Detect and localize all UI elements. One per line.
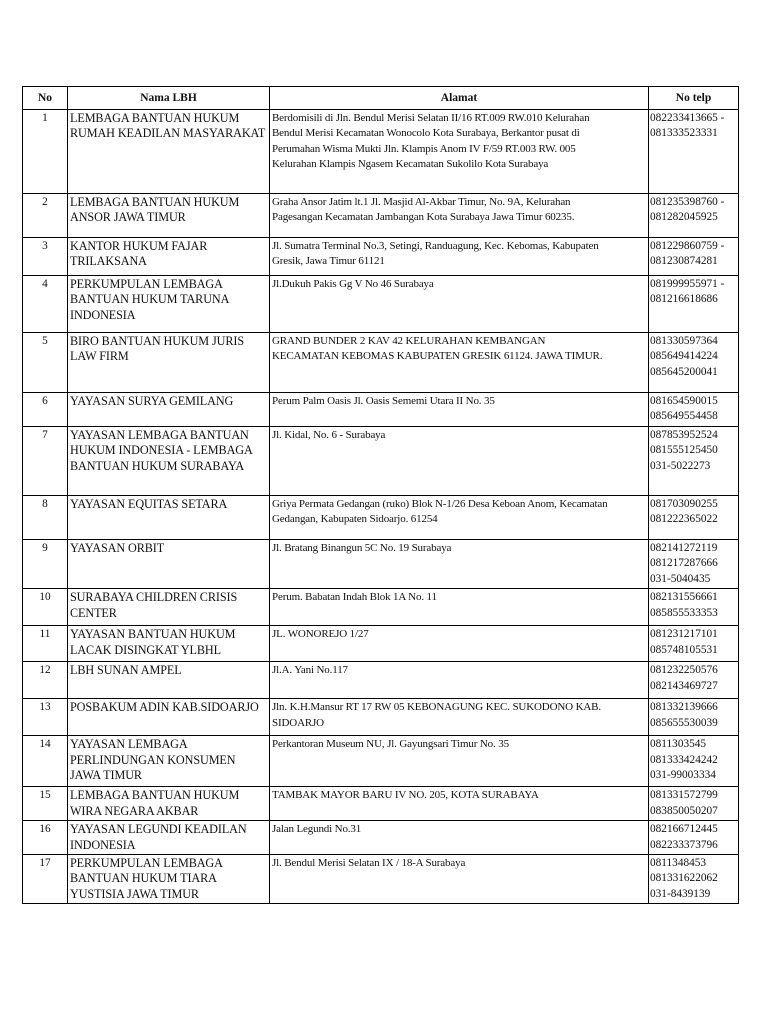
cell-no-telp-line: 081282045925 [650, 211, 718, 224]
cell-no-telp [649, 238, 739, 276]
cell-no-telp-line: 081217287666 [650, 557, 718, 570]
cell-nama-lbh [68, 736, 270, 787]
cell-alamat [270, 589, 649, 626]
cell-alamat-line: Perumahan Wisma Mukti Jln. Klampis Anom IV F/59 RT.003 RW. 005 [272, 142, 576, 155]
cell-no: 15 [23, 787, 68, 821]
cell-no-telp-line: 031-99003334 [650, 769, 716, 782]
cell-alamat-line: Griya Permata Gedangan (ruko) Blok N-1/26 Desa Keboan Anom, Kecamatan [272, 498, 608, 510]
cell-no-telp-line: 081331572799 [650, 789, 718, 802]
cell-nama-lbh-line: YAYASAN LEGUNDI KEADILAN [70, 822, 247, 837]
cell-no-telp-line: 081222365022 [650, 513, 718, 526]
table-row [23, 699, 739, 736]
cell-no-telp [649, 787, 739, 821]
cell-no: 11 [23, 626, 68, 662]
cell-nama-lbh-line: YAYASAN BANTUAN HUKUM [70, 627, 236, 642]
cell-no-telp-line: 087853952524 [650, 429, 718, 441]
cell-nama-lbh-line: INDONESIA [70, 307, 136, 322]
cell-alamat-line: Jl. Bratang Binangun 5C No. 19 Surabaya [272, 542, 452, 554]
table-row [23, 333, 739, 393]
cell-alamat-line: SIDOARJO [272, 716, 324, 729]
cell-alamat-line: Gedangan, Kabupaten Sidoarjo. 61254 [272, 513, 438, 526]
cell-alamat [270, 855, 649, 904]
cell-no-telp-line: 081999955971 - [650, 278, 725, 290]
cell-no-telp [649, 626, 739, 662]
cell-no-telp [649, 589, 739, 626]
cell-no-telp-line: 081330597364 [650, 335, 718, 347]
cell-nama-lbh-line: KANTOR HUKUM FAJAR [70, 239, 208, 253]
cell-alamat [270, 393, 649, 427]
cell-alamat-line: Jalan Legundi No.31 [272, 823, 362, 836]
cell-no-telp [649, 821, 739, 855]
cell-no-telp [649, 393, 739, 427]
cell-nama-lbh [68, 110, 270, 194]
cell-nama-lbh-line: PERLINDUNGAN KONSUMEN [70, 752, 236, 767]
cell-nama-lbh-line: PERKUMPULAN LEMBAGA [70, 277, 223, 291]
cell-alamat [270, 194, 649, 238]
table-row [23, 626, 739, 662]
cell-no-telp [649, 276, 739, 333]
cell-nama-lbh [68, 238, 270, 276]
cell-alamat [270, 736, 649, 787]
cell-nama-lbh-line: SURABAYA CHILDREN CRISIS [70, 590, 238, 605]
cell-nama-lbh-line: CENTER [70, 605, 117, 620]
cell-alamat-line: KECAMATAN KEBOMAS KABUPATEN GRESIK 61124. JAWA TIMUR. [272, 350, 603, 363]
cell-no-telp [649, 855, 739, 904]
cell-nama-lbh-line: YAYASAN LEMBAGA [70, 737, 188, 752]
table-row [23, 855, 739, 904]
cell-nama-lbh-line: WIRA NEGARA AKBAR [70, 803, 199, 818]
cell-alamat-line: Gresik, Jawa Timur 61121 [272, 255, 385, 268]
cell-nama-lbh-line: LACAK DISINGKAT YLBHL [70, 642, 221, 657]
lbh-table [22, 86, 739, 904]
cell-alamat-line: Bendul Merisi Kecamatan Wonocolo Kota Surabaya, Berkantor pusat di [272, 127, 580, 140]
cell-no-telp-line: 085655530039 [650, 716, 718, 729]
table-row [23, 821, 739, 855]
cell-no-telp [649, 736, 739, 787]
cell-no-telp [649, 110, 739, 194]
cell-no-telp [649, 662, 739, 699]
cell-alamat-line: Jl. Sumatra Terminal No.3, Setingi, Randuagung, Kec. Kebomas, Kabupaten [272, 240, 599, 252]
cell-no-telp-line: 081232250576 [650, 664, 718, 677]
cell-no-telp [649, 496, 739, 540]
table-row [23, 276, 739, 333]
cell-nama-lbh-line: PERKUMPULAN LEMBAGA [70, 856, 223, 871]
cell-alamat [270, 662, 649, 699]
cell-no: 17 [23, 855, 68, 904]
header-nama-lbh: Nama LBH [68, 87, 270, 110]
cell-nama-lbh-line: JAWA TIMUR [70, 768, 142, 783]
table-row [23, 393, 739, 427]
cell-no-telp [649, 333, 739, 393]
cell-nama-lbh [68, 393, 270, 427]
cell-nama-lbh [68, 855, 270, 904]
header-no: No [23, 87, 68, 110]
cell-alamat [270, 276, 649, 333]
cell-nama-lbh-line: LEMBAGA BANTUAN HUKUM [70, 195, 240, 209]
cell-no-telp-line: 085855533353 [650, 606, 718, 619]
cell-nama-lbh [68, 496, 270, 540]
header-alamat: Alamat [270, 87, 649, 110]
table-row [23, 787, 739, 821]
cell-nama-lbh [68, 699, 270, 736]
table-row [23, 662, 739, 699]
cell-nama-lbh-line: YUSTISIA JAWA TIMUR [70, 886, 199, 901]
cell-nama-lbh-line: RUMAH KEADILAN MASYARAKAT [70, 126, 266, 141]
cell-no-telp-line: 082166712445 [650, 823, 718, 836]
cell-no: 16 [23, 821, 68, 855]
cell-alamat [270, 626, 649, 662]
cell-no-telp-line: 085649414224 [650, 350, 718, 363]
cell-no-telp-line: 081229860759 - [650, 240, 725, 252]
cell-alamat [270, 699, 649, 736]
cell-nama-lbh [68, 821, 270, 855]
cell-nama-lbh [68, 626, 270, 662]
header-no-telp: No telp [649, 87, 739, 110]
cell-nama-lbh [68, 427, 270, 496]
cell-nama-lbh [68, 787, 270, 821]
cell-nama-lbh-line: YAYASAN EQUITAS SETARA [70, 497, 228, 511]
cell-no-telp-line: 031-5022273 [650, 459, 711, 472]
cell-nama-lbh [68, 276, 270, 333]
cell-alamat-line: JL. WONOREJO 1/27 [272, 628, 369, 641]
cell-no: 10 [23, 589, 68, 626]
cell-alamat-line: Pagesangan Kecamatan Jambangan Kota Surabaya Jawa Timur 60235. [272, 211, 575, 224]
cell-no-telp-line: 082233373796 [650, 838, 718, 851]
cell-no-telp-line: 082233413665 - [650, 112, 725, 124]
table-row [23, 427, 739, 496]
cell-no-telp-line: 085748105531 [650, 643, 718, 656]
cell-no: 9 [23, 540, 68, 589]
cell-alamat-line: Jl.Dukuh Pakis Gg V No 46 Surabaya [272, 278, 434, 290]
cell-no-telp [649, 540, 739, 589]
cell-no-telp-line: 081216618686 [650, 293, 718, 306]
cell-no-telp [649, 427, 739, 496]
cell-alamat [270, 333, 649, 393]
cell-nama-lbh-line: ANSOR JAWA TIMUR [70, 210, 186, 225]
table-row [23, 540, 739, 589]
cell-no: 12 [23, 662, 68, 699]
cell-alamat-line: Perkantoran Museum NU, Jl. Gayungsari Timur No. 35 [272, 738, 509, 751]
cell-alamat [270, 496, 649, 540]
cell-no-telp-line: 0811348453 [650, 857, 707, 870]
cell-no-telp-line: 081703090255 [650, 498, 718, 510]
table-row [23, 589, 739, 626]
cell-no-telp-line: 081331622062 [650, 872, 718, 885]
cell-nama-lbh-line: BIRO BANTUAN HUKUM JURIS [70, 334, 244, 348]
cell-no-telp-line: 081333424242 [650, 753, 718, 766]
cell-no-telp-line: 081555125450 [650, 444, 718, 457]
cell-alamat [270, 821, 649, 855]
cell-alamat-line: Graha Ansor Jatim lt.1 Jl. Masjid Al-Akbar Timur, No. 9A, Kelurahan [272, 196, 571, 208]
cell-no-telp-line: 083850050207 [650, 804, 718, 817]
cell-nama-lbh-line: BANTUAN HUKUM SURABAYA [70, 458, 245, 473]
cell-no: 8 [23, 496, 68, 540]
cell-nama-lbh-line: YAYASAN ORBIT [70, 541, 165, 555]
cell-no-telp-line: 031-8439139 [650, 887, 711, 900]
cell-no-telp [649, 194, 739, 238]
cell-no: 2 [23, 194, 68, 238]
table-row [23, 110, 739, 194]
cell-no: 7 [23, 427, 68, 496]
table-row [23, 496, 739, 540]
cell-alamat-line: Perum. Babatan Indah Blok 1A No. 11 [272, 591, 437, 604]
cell-no-telp-line: 081654590015 [650, 395, 718, 407]
cell-nama-lbh-line: LAW FIRM [70, 349, 129, 364]
cell-no-telp-line: 082141272119 [650, 542, 718, 554]
cell-alamat [270, 110, 649, 194]
cell-no-telp-line: 081333523331 [650, 127, 718, 140]
cell-alamat-line: TAMBAK MAYOR BARU IV NO. 205, KOTA SURABAYA [272, 789, 539, 802]
cell-no-telp-line: 081332139666 [650, 701, 718, 714]
cell-no-telp-line: 081230874281 [650, 255, 718, 268]
cell-nama-lbh [68, 662, 270, 699]
table-row [23, 194, 739, 238]
cell-alamat-line: Perum Palm Oasis Jl. Oasis Sememi Utara II No. 35 [272, 395, 495, 407]
cell-nama-lbh-line: LBH SUNAN AMPEL [70, 663, 182, 678]
cell-no: 3 [23, 238, 68, 276]
cell-no: 1 [23, 110, 68, 194]
table-row [23, 238, 739, 276]
cell-nama-lbh-line: HUKUM INDONESIA - LEMBAGA [70, 443, 253, 458]
cell-no: 4 [23, 276, 68, 333]
cell-no: 13 [23, 699, 68, 736]
cell-alamat-line: Jl. Kidal, No. 6 - Surabaya [272, 429, 386, 441]
cell-alamat-line: Jln. K.H.Mansur RT 17 RW 05 KEBONAGUNG KEC. SUKODONO KAB. [272, 701, 601, 714]
cell-nama-lbh-line: LEMBAGA BANTUAN HUKUM [70, 788, 240, 803]
cell-no-telp-line: 085645200041 [650, 365, 718, 378]
cell-alamat [270, 787, 649, 821]
cell-nama-lbh-line: INDONESIA [70, 837, 136, 852]
cell-alamat [270, 540, 649, 589]
cell-no: 14 [23, 736, 68, 787]
cell-nama-lbh-line: YAYASAN LEMBAGA BANTUAN [70, 428, 249, 442]
cell-nama-lbh-line: BANTUAN HUKUM TARUNA [70, 292, 230, 307]
cell-no-telp-line: 085649554458 [650, 410, 718, 423]
cell-alamat [270, 238, 649, 276]
cell-nama-lbh-line: YAYASAN SURYA GEMILANG [70, 394, 234, 408]
cell-nama-lbh-line: POSBAKUM ADIN KAB.SIDOARJO [70, 700, 259, 715]
cell-alamat-line: GRAND BUNDER 2 KAV 42 KELURAHAN KEMBANGAN [272, 335, 546, 347]
cell-nama-lbh [68, 589, 270, 626]
cell-alamat-line: Jl.A. Yani No.117 [272, 664, 348, 677]
cell-nama-lbh-line: LEMBAGA BANTUAN HUKUM [70, 111, 240, 125]
cell-alamat-line: Kelurahan Klampis Ngasem Kecamatan Sukolilo Kota Surabaya [272, 158, 549, 171]
cell-alamat [270, 427, 649, 496]
cell-no: 6 [23, 393, 68, 427]
cell-no-telp-line: 0811303545 [650, 738, 707, 751]
cell-alamat-line: Jl. Bendul Merisi Selatan IX / 18-A Surabaya [272, 857, 466, 870]
cell-nama-lbh-line: BANTUAN HUKUM TIARA [70, 871, 217, 886]
cell-no-telp-line: 081235398760 - [650, 196, 725, 208]
cell-no-telp-line: 031-5040435 [650, 572, 711, 585]
table-row [23, 736, 739, 787]
table-header-row [23, 87, 739, 110]
cell-no-telp-line: 082131556661 [650, 591, 718, 604]
cell-no: 5 [23, 333, 68, 393]
cell-nama-lbh [68, 333, 270, 393]
cell-nama-lbh-line: TRILAKSANA [70, 254, 147, 269]
cell-alamat-line: Berdomisili di Jln. Bendul Merisi Selatan II/16 RT.009 RW.010 Kelurahan [272, 112, 590, 124]
table-body [23, 110, 739, 904]
cell-no-telp-line: 081231217101 [650, 628, 718, 641]
cell-no-telp [649, 699, 739, 736]
cell-nama-lbh [68, 194, 270, 238]
cell-no-telp-line: 082143469727 [650, 679, 718, 692]
cell-nama-lbh [68, 540, 270, 589]
